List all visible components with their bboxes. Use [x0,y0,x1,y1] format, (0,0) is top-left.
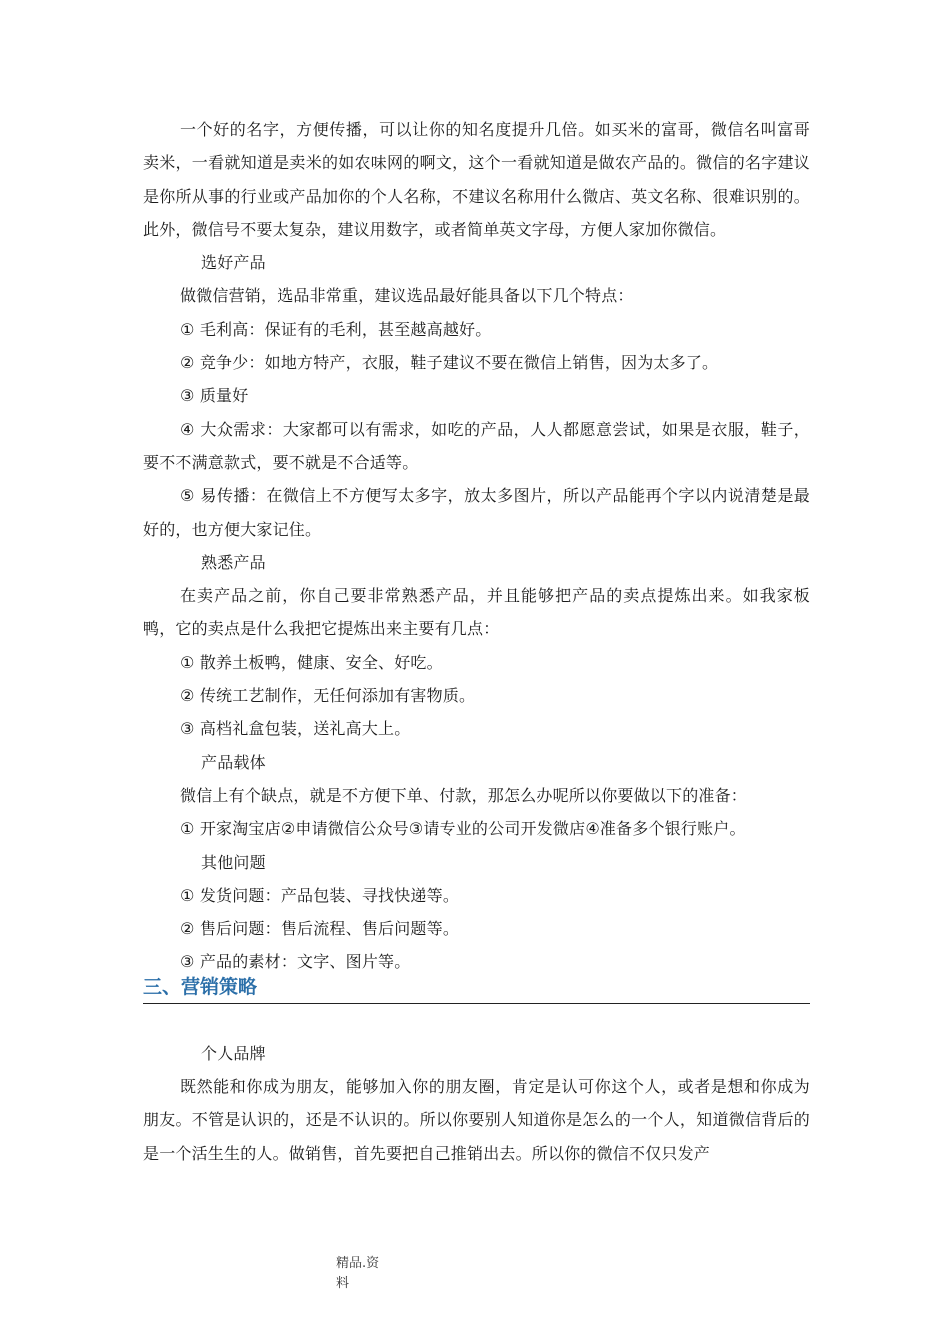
list-item: ③ 质量好 [180,386,249,406]
section-heading-rule [143,977,810,1004]
subheading-other-issues: 其他问题 [201,852,266,872]
know-product-intro: 在卖产品之前，你自己要非常熟悉产品，并且能够把产品的卖点提炼出来。如我家板鸭，它的卖点是什么我把它提炼出来主要有几点： [143,586,810,639]
section-heading-marketing-strategy: 三、营销策略 [143,975,258,998]
subheading-product-carrier: 产品载体 [201,752,266,772]
document-body [143,113,810,1170]
list-item: ③ 产品的素材：文字、图片等。 [180,952,411,972]
list-item: ④ 大众需求：大家都可以有需求，如吃的产品，人人都愿意尝试，如果是衣服，鞋子，要不不满意款式，要不就是不合适等。 [143,419,810,472]
page-footer: 精品.资料 [336,1256,380,1291]
personal-brand-paragraph: 既然能和你成为朋友，能够加入你的朋友圈，肯定是认可你这个人，或者是想和你成为朋友。不管是认识的，还是不认识的。所以你要别人知道你是怎么的一个人，知道微信背后的是一个活生生的人。做销售，首先要把自己推销出去。所以你的微信不仅只发产 [143,1077,810,1163]
list-item: ③ 高档礼盒包装，送礼高大上。 [180,719,411,739]
list-item: ① 毛利高：保证有的毛利，甚至越高越好。 [180,319,492,339]
subheading-choose-product: 选好产品 [201,253,266,273]
list-item: ② 竞争少：如地方特产，衣服，鞋子建议不要在微信上销售，因为太多了。 [180,353,719,373]
list-item: ② 售后问题：售后流程、售后问题等。 [180,919,460,939]
choose-product-intro: 做微信营销，选品非常重，建议选品最好能具备以下几个特点： [180,286,634,306]
subheading-personal-brand: 个人品牌 [201,1043,266,1063]
spacer [143,1004,810,1037]
subheading-know-product: 熟悉产品 [201,552,266,572]
product-carrier-intro: 微信上有个缺点，就是不方便下单、付款，那怎么办呢所以你要做以下的准备： [180,785,748,805]
list-item: ① 开家淘宝店②申请微信公众号③请专业的公司开发微店④准备多个银行账户。 [180,819,746,839]
list-item: ① 发货问题：产品包装、寻找快递等。 [180,885,460,905]
list-item: ② 传统工艺制作，无任何添加有害物质。 [180,686,476,706]
list-item: ⑤ 易传播：在微信上不方便写太多字，放太多图片，所以产品能再个字以内说清楚是最好的，也方便大家记住。 [143,486,810,539]
intro-paragraph: 一个好的名字，方便传播，可以让你的知名度提升几倍。如买米的富哥，微信名叫富哥卖米，一看就知道是卖米的如农味网的啊文，这个一看就知道是做农产品的。微信的名字建议是你所从事的行业或产品加你的个人名称，不建议名称用什么微店、英文名称、很难识别的。此外，微信号不要太复杂，建议用数字，或者简单英文字母，方便人家加你微信。 [143,120,810,239]
list-item: ① 散养土板鸭，健康、安全、好吃。 [180,652,443,672]
